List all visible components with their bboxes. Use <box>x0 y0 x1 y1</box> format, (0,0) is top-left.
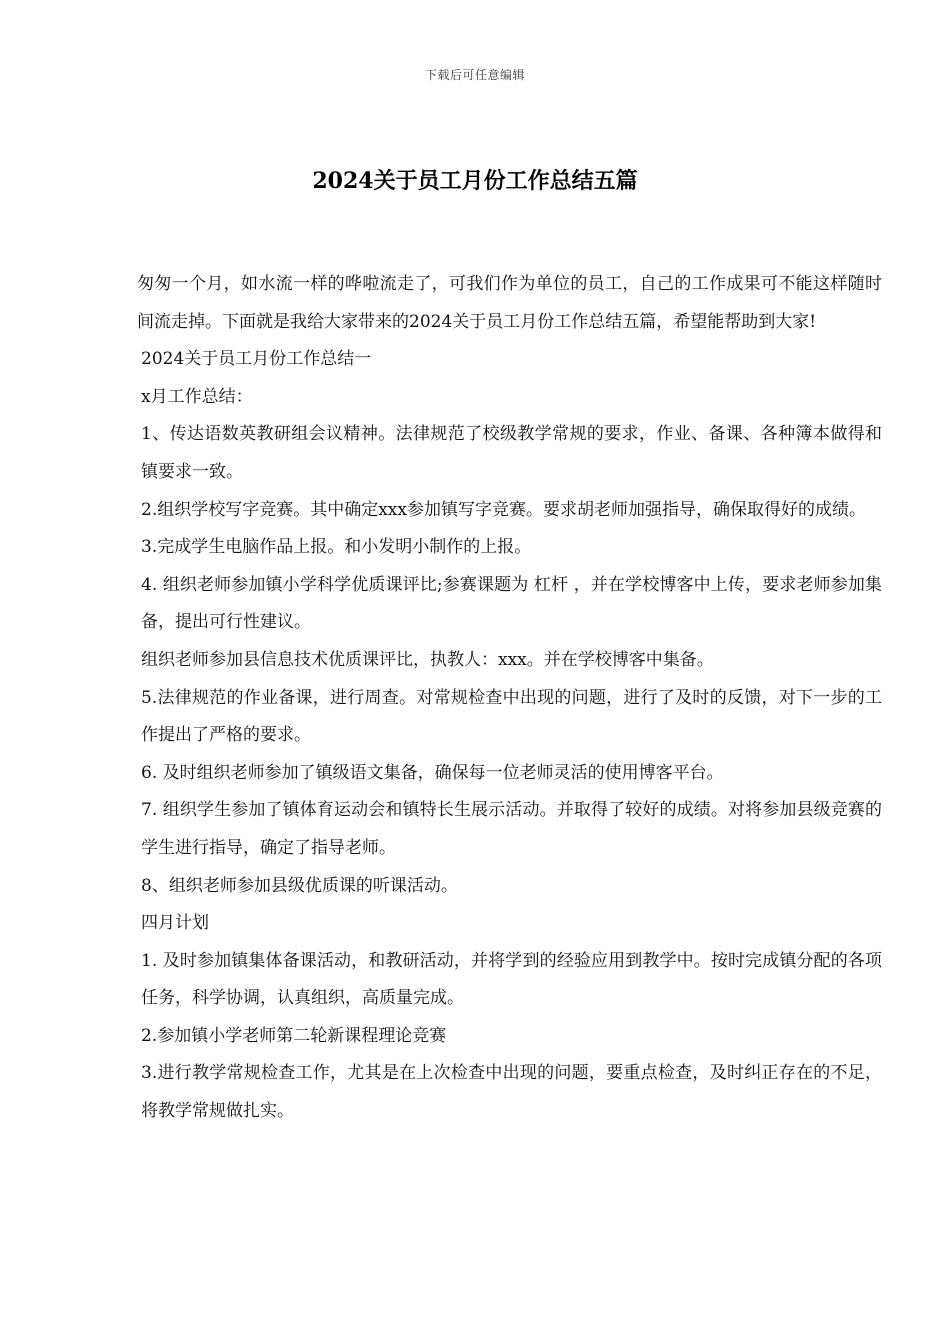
paragraph: 匆匆一个月，如水流一样的哗啦流走了，可我们作为单位的员工，自己的工作成果可不能这样随时间流走掉。下面就是我给大家带来的2024关于员工月份工作总结五篇，希望能帮助到大家! <box>137 274 882 332</box>
paragraph: 3.完成学生电脑作品上报。和小发明小制作的上报。 <box>141 537 532 558</box>
paragraph: 组织老师参加县信息技术优质课评比，执教人：xxx。并在学校博客中集备。 <box>141 649 714 670</box>
paragraph: 5.法律规范的作业备课，进行周查。对常规检查中出现的问题，进行了及时的反馈，对下一步的工作提出了严格的要求。 <box>141 687 882 746</box>
paragraph: 3.进行教学常规检查工作，尤其是在上次检查中出现的问题，要重点检查，及时纠正存在的不足，将教学常规做扎实。 <box>141 1063 882 1122</box>
section-heading: 四月计划 <box>141 913 209 934</box>
document-body <box>137 266 882 1131</box>
paragraph: 7. 组织学生参加了镇体育运动会和镇特长生展示活动。并取得了较好的成绩。对将参加县级竞赛的学生进行指导，确定了指导老师。 <box>141 800 882 858</box>
paragraph: 4. 组织老师参加镇小学科学优质课评比;参赛课题为 杠杆 ，并在学校博客中上传，要求老师参加集备，提出可行性建议。 <box>141 574 882 633</box>
section-heading: 2024关于员工月份工作总结一 <box>141 349 372 370</box>
paragraph: x月工作总结： <box>141 386 253 407</box>
paragraph: 2.参加镇小学老师第二轮新课程理论竞赛 <box>141 1025 447 1046</box>
header-note: 下载后可任意编辑 <box>424 68 525 82</box>
paragraph: 6. 及时组织老师参加了镇级语文集备，确保每一位老师灵活的使用博客平台。 <box>141 762 724 783</box>
document-title: 2024关于员工月份工作总结五篇 <box>312 168 638 194</box>
paragraph: 1. 及时参加镇集体备课活动，和教研活动，并将学到的经验应用到教学中。按时完成镇分配的各项任务，科学协调，认真组织，高质量完成。 <box>141 950 882 1009</box>
paragraph: 2.组织学校写字竞赛。其中确定xxx参加镇写字竞赛。要求胡老师加强指导，确保取得好的成绩。 <box>141 499 866 520</box>
paragraph: 8、组织老师参加县级优质课的听课活动。 <box>141 875 458 896</box>
paragraph: 1、传达语数英教研组会议精神。法律规范了校级教学常规的要求，作业、备课、各种簿本做得和镇要求一致。 <box>141 424 882 482</box>
